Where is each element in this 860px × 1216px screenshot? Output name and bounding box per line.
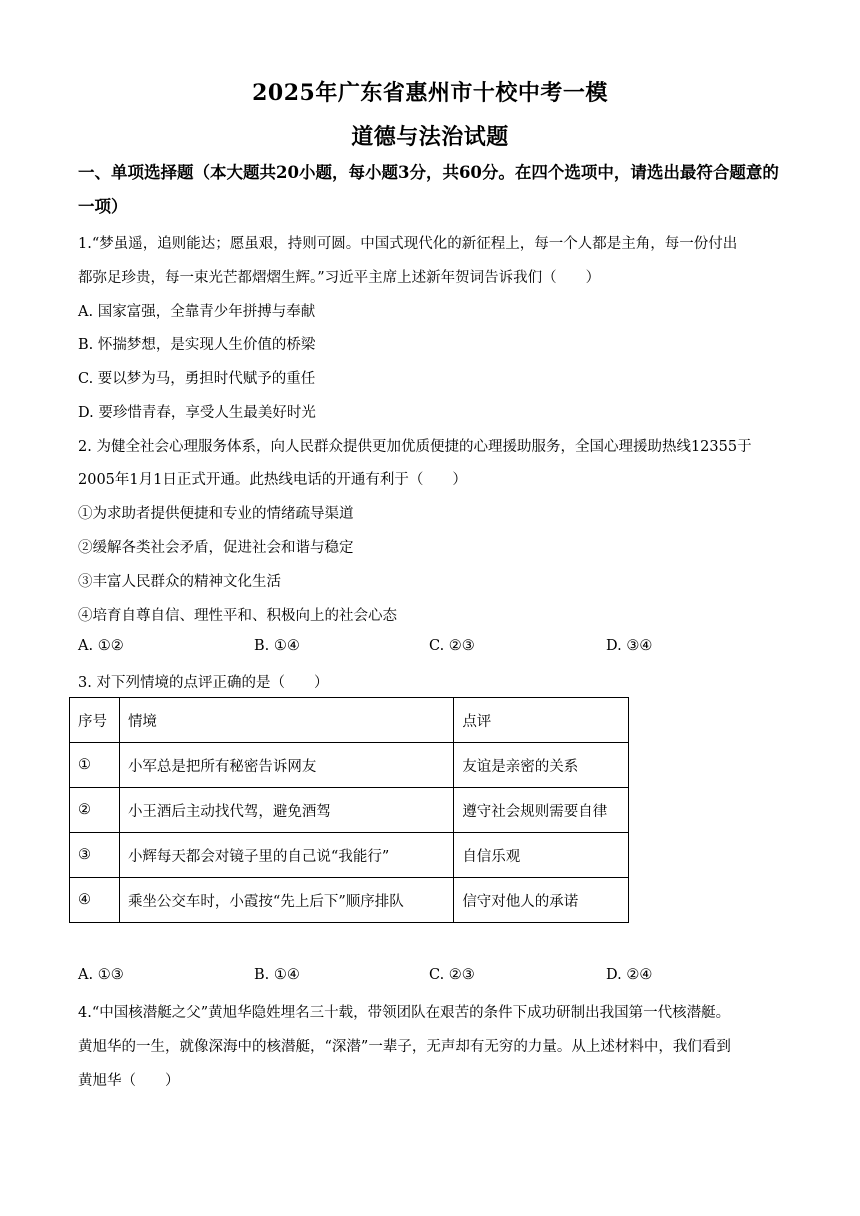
table-cell: 乘坐公交车时，小霞按“先上后下”顺序排队	[119, 878, 453, 923]
q3-option-c: C. ②③	[429, 967, 475, 983]
q2-item-1: ①为求助者提供便捷和专业的情绪疏导渠道	[78, 506, 354, 522]
q1-option-b: B. 怀揣梦想，是实现人生价值的桥梁	[78, 337, 316, 353]
table-cell: 小辉每天都会对镜子里的自己说“我能行”	[119, 833, 453, 878]
q1-option-a: A. 国家富强，全靠青少年拼搏与奉献	[78, 304, 316, 320]
table-cell: ③	[70, 833, 120, 878]
table-header-cell: 序号	[70, 698, 120, 743]
table-cell: ②	[70, 788, 120, 833]
table-cell: 信守对他人的承诺	[454, 878, 629, 923]
exam-title: 2025年广东省惠州市十校中考一模	[252, 80, 608, 106]
table-row	[70, 788, 629, 833]
table-header-row	[70, 698, 629, 743]
table-cell: 遵守社会规则需要自律	[454, 788, 629, 833]
q4-stem-line1: 4.“中国核潜艇之父”黄旭华隐姓埋名三十载，带领团队在艰苦的条件下成功研制出我国第一代核潜艇。	[78, 1005, 731, 1021]
q3-option-b: B. ①④	[254, 967, 300, 983]
table-cell: 小军总是把所有秘密告诉网友	[119, 743, 453, 788]
q4-stem-line3: 黄旭华（ ）	[78, 1073, 180, 1089]
exam-subtitle: 道德与法治试题	[351, 124, 509, 150]
q2-stem-line2: 2005年1月1日正式开通。此热线电话的开通有利于（ ）	[78, 472, 467, 488]
q4-stem-line2: 黄旭华的一生，就像深海中的核潜艇，“深潜”一辈子，无声却有无穷的力量。从上述材料中，我们看到	[78, 1039, 731, 1055]
table-header-cell: 点评	[454, 698, 629, 743]
table-row	[70, 833, 629, 878]
q3-table	[69, 697, 629, 923]
q1-stem-line2: 都弥足珍贵，每一束光芒都熠熠生辉。”习近平主席上述新年贺词告诉我们（ ）	[78, 270, 601, 286]
q2-option-b: B. ①④	[254, 638, 300, 654]
q3-option-a: A. ①③	[78, 967, 124, 983]
q2-item-3: ③丰富人民群众的精神文化生活	[78, 574, 281, 590]
q2-item-2: ②缓解各类社会矛盾，促进社会和谐与稳定	[78, 540, 354, 556]
table-cell: 友谊是亲密的关系	[454, 743, 629, 788]
q1-option-c: C. 要以梦为马，勇担时代赋予的重任	[78, 371, 316, 387]
table-cell: 自信乐观	[454, 833, 629, 878]
q1-option-d: D. 要珍惜青春，享受人生最美好时光	[78, 405, 316, 421]
q1-stem-line1: 1.“梦虽遥，追则能达；愿虽艰，持则可圆。中国式现代化的新征程上，每一个人都是主角，每一份付出	[78, 236, 738, 252]
q2-options	[78, 638, 778, 660]
section-heading: 一、单项选择题（本大题共20小题，每小题3分，共60分。在四个选项中，请选出最符合题意的一项）	[78, 163, 779, 216]
q2-option-d: D. ③④	[606, 638, 653, 654]
q3-options	[78, 967, 778, 989]
table-cell: ④	[70, 878, 120, 923]
q2-option-a: A. ①②	[78, 638, 124, 654]
q2-option-c: C. ②③	[429, 638, 475, 654]
table-cell: 小王酒后主动找代驾，避免酒驾	[119, 788, 453, 833]
q3-stem: 3. 对下列情境的点评正确的是（ ）	[78, 675, 329, 691]
table-row	[70, 743, 629, 788]
table-cell: ①	[70, 743, 120, 788]
table-row	[70, 878, 629, 923]
q2-item-4: ④培育自尊自信、理性平和、积极向上的社会心态	[78, 608, 397, 624]
table-header-cell: 情境	[119, 698, 453, 743]
q3-option-d: D. ②④	[606, 967, 653, 983]
q2-stem-line1: 2. 为健全社会心理服务体系，向人民群众提供更加优质便捷的心理援助服务，全国心理援助热线12355于	[78, 439, 752, 455]
